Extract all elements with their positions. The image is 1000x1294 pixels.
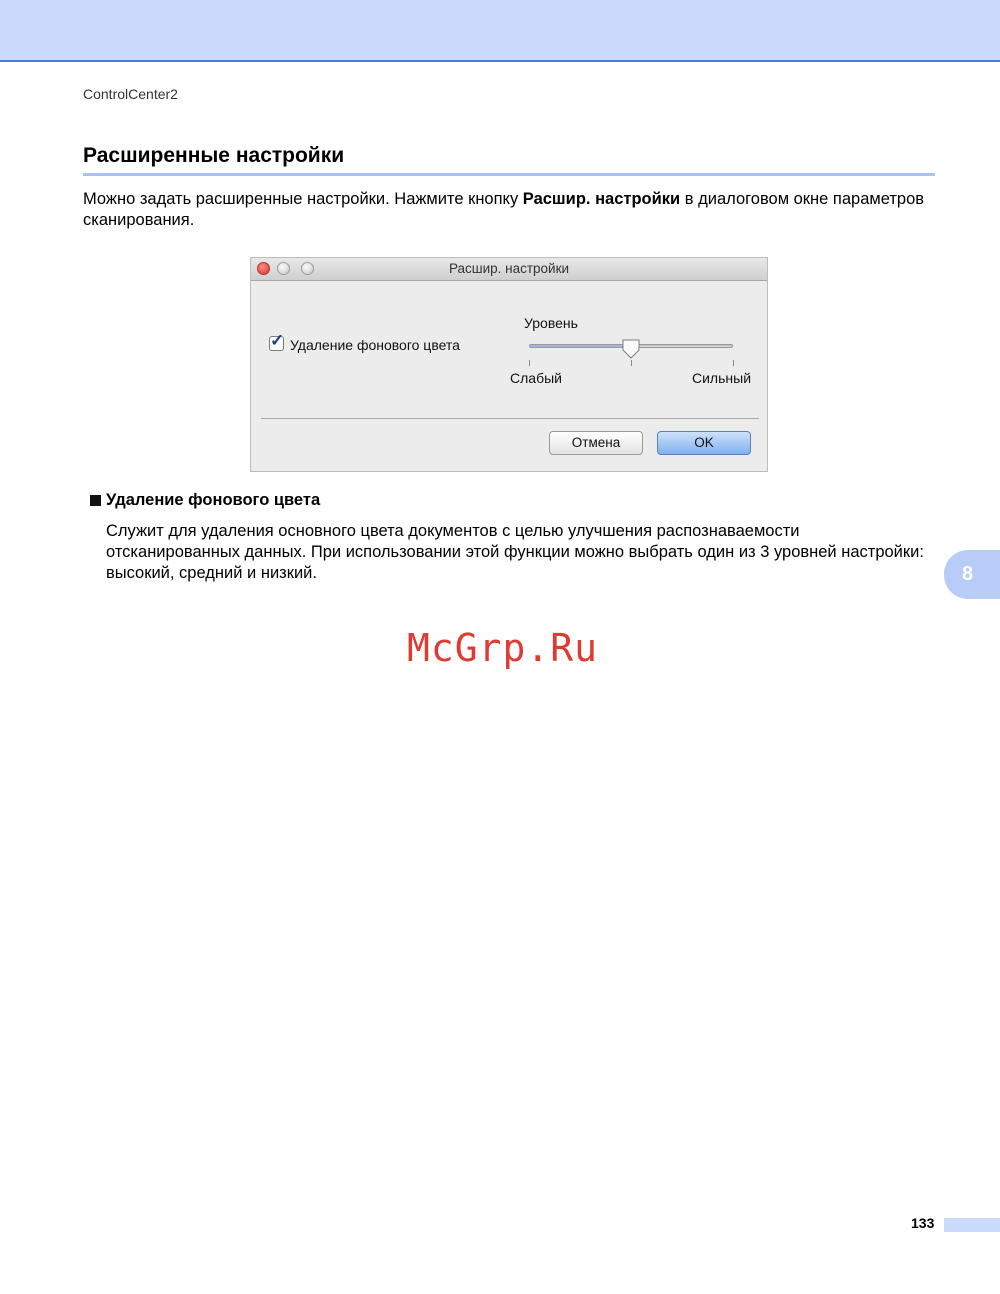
ok-button[interactable]: OK: [657, 431, 751, 455]
section-title: Расширенные настройки: [83, 144, 345, 167]
dialog-title: Расшир. настройки: [448, 261, 570, 276]
top-header-band: [0, 0, 1000, 62]
footer-bar: [944, 1218, 1000, 1232]
remove-background-checkbox[interactable]: [269, 331, 285, 351]
bullet-heading: Удаление фонового цвета: [106, 491, 321, 509]
slider-tick: [529, 360, 530, 366]
slider-min-label: Слабый: [510, 370, 562, 386]
chapter-tab: 8: [944, 550, 1000, 599]
slider-tick: [631, 360, 632, 366]
bullet-body: Служит для удаления основного цвета документов с целью улучшения распознаваемости отсканированных данных. При использовании этой функции можно выбрать один из 3 уровней настройки: высокий, средний и низкий.: [106, 522, 924, 582]
slider-tick: [733, 360, 734, 366]
bullet-square-icon: [90, 495, 101, 506]
checkmark-icon: ✓: [270, 331, 285, 350]
remove-background-label[interactable]: Удаление фонового цвета: [290, 337, 460, 353]
level-label: Уровень: [524, 315, 578, 331]
intro-paragraph: [83, 189, 943, 231]
watermark: McGrp.Ru: [407, 626, 599, 670]
title-underline: [83, 173, 935, 176]
cancel-button[interactable]: Отмена: [549, 431, 643, 455]
level-slider-thumb[interactable]: [622, 339, 640, 359]
dialog-separator: [261, 418, 759, 419]
intro-text-end: в диалоговом окне параметров сканирования.: [83, 190, 925, 229]
running-header: ControlCenter2: [83, 86, 178, 102]
intro-bold-term: Расшир. настройки: [522, 190, 681, 208]
intro-text-start: Можно задать расширенные настройки. Нажмите кнопку: [83, 190, 523, 208]
advanced-settings-dialog: [250, 257, 768, 472]
page-number: 133: [911, 1215, 935, 1231]
slider-max-label: Сильный: [692, 370, 752, 386]
level-slider-fill: [530, 345, 631, 347]
dialog-titlebar: [251, 258, 767, 281]
